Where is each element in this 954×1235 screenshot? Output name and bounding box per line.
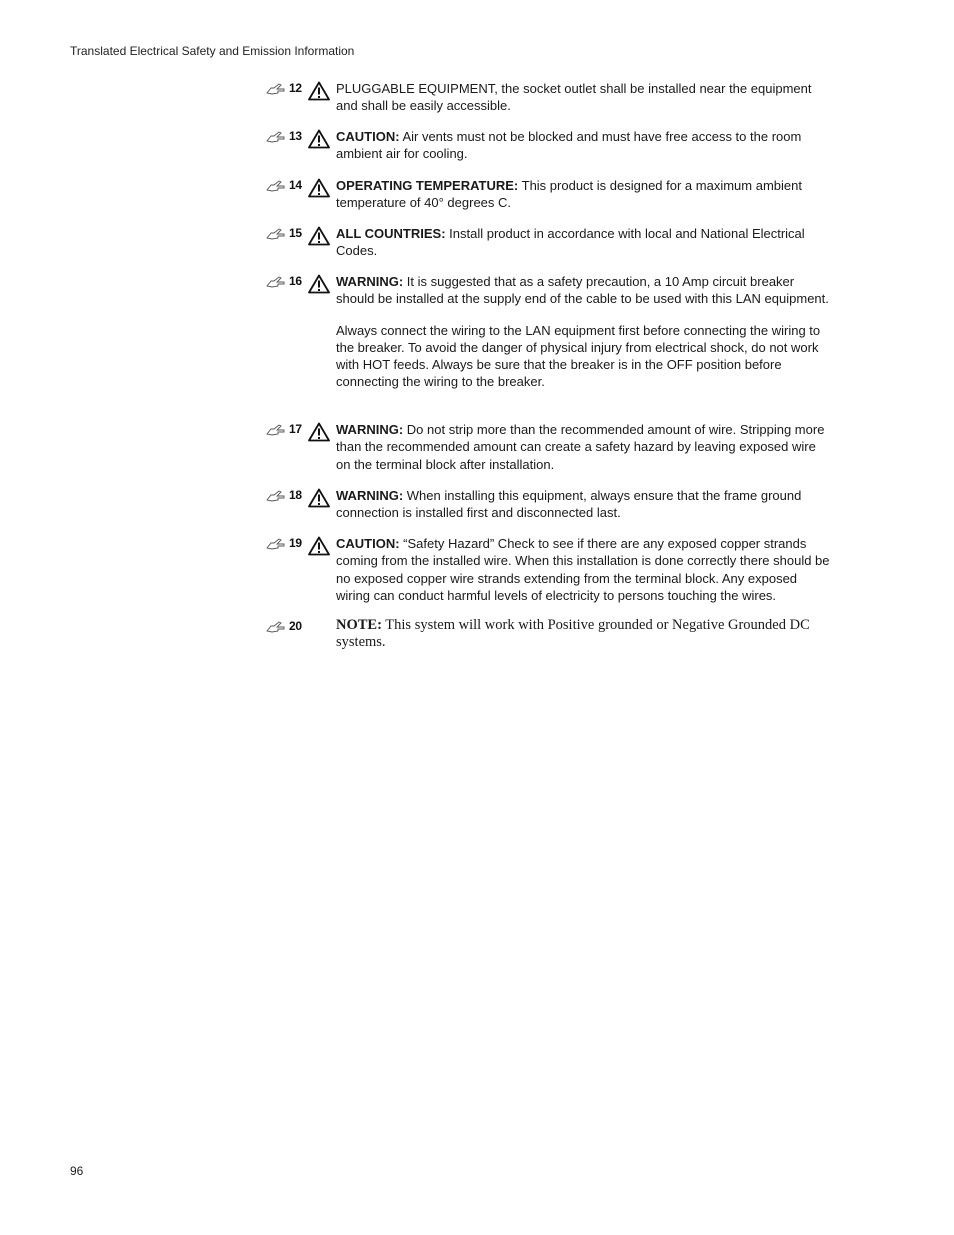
warning-triangle-icon xyxy=(308,422,330,442)
statement-number: 18 xyxy=(289,488,302,502)
statement-label: NOTE: xyxy=(336,617,382,633)
statement-body: It is suggested that as a safety precaution, a 10 Amp circuit breaker should be installed at the supply end of the cable to be used with this LAN equipment. xyxy=(336,274,829,307)
statement-number: 16 xyxy=(289,274,302,288)
statement-number: 14 xyxy=(289,178,302,192)
running-header: Translated Electrical Safety and Emission Information xyxy=(70,44,355,58)
statement-body: Install product in accordance with local and National Electrical Codes. xyxy=(336,226,805,259)
statement-label: WARNING: xyxy=(336,488,404,503)
statement-text xyxy=(336,617,830,652)
statement-body: Air vents must not be blocked and must have free access to the room ambient air for cooling. xyxy=(336,129,802,162)
statement-text xyxy=(336,421,830,473)
statement-label: OPERATING TEMPERATURE: xyxy=(336,178,519,193)
hand-pointer-icon xyxy=(266,130,286,144)
warning-triangle-icon xyxy=(308,178,330,198)
statement-text xyxy=(336,535,830,604)
warning-triangle-icon xyxy=(308,488,330,508)
hand-pointer-icon xyxy=(266,82,286,96)
hand-pointer-icon xyxy=(266,423,286,437)
statement-number: 17 xyxy=(289,422,302,436)
hand-pointer-icon xyxy=(266,275,286,289)
statement-text xyxy=(336,273,830,391)
statement-label: WARNING: xyxy=(336,274,404,289)
statement-number: 15 xyxy=(289,226,302,240)
statement-text xyxy=(336,487,830,522)
statement-body: Do not strip more than the recommended amount of wire. Stripping more than the recommended amount can create a safety hazard by leaving exposed wire on the terminal block after installation. xyxy=(336,422,825,472)
statement-text xyxy=(336,80,830,115)
warning-triangle-icon xyxy=(308,226,330,246)
statement-extra-paragraph: Always connect the wiring to the LAN equipment first before connecting the wiring to the breaker. To avoid the danger of physical injury from electrical shock, do not work with HOT feeds. Always be sure that the breaker is in the OFF position before connecting the wiring to the breaker. xyxy=(336,322,821,390)
statement-label: CAUTION: xyxy=(336,536,400,551)
statement-text xyxy=(336,177,830,212)
hand-pointer-icon xyxy=(266,489,286,503)
statement-label: CAUTION: xyxy=(336,129,400,144)
statement-body: This system will work with Positive grounded or Negative Grounded DC systems. xyxy=(336,617,810,651)
hand-pointer-icon xyxy=(266,537,286,551)
page-number: 96 xyxy=(70,1164,84,1178)
warning-triangle-icon xyxy=(308,81,330,101)
warning-triangle-icon xyxy=(308,536,330,556)
hand-pointer-icon xyxy=(266,179,286,193)
statement-body: When installing this equipment, always ensure that the frame ground connection is installed first and disconnected last. xyxy=(336,488,802,521)
statement-label: WARNING: xyxy=(336,422,404,437)
statement-body: “Safety Hazard” Check to see if there are any exposed copper strands coming from the installed wire. When this installation is done correctly there should be no exposed copper wire strands extending from the terminal block. Any exposed wiring can conduct harmful levels of electricity to persons touching the wires. xyxy=(336,536,830,603)
statement-number: 13 xyxy=(289,129,302,143)
statement-text xyxy=(336,128,830,163)
statement-number: 19 xyxy=(289,536,302,550)
statement-label: ALL COUNTRIES: xyxy=(336,226,446,241)
statement-number: 20 xyxy=(289,619,302,633)
statement-text xyxy=(336,225,830,260)
statement-number: 12 xyxy=(289,81,302,95)
warning-triangle-icon xyxy=(308,274,330,294)
warning-triangle-icon xyxy=(308,129,330,149)
hand-pointer-icon xyxy=(266,620,286,634)
hand-pointer-icon xyxy=(266,227,286,241)
statement-body: PLUGGABLE EQUIPMENT, the socket outlet shall be installed near the equipment and shall be easily accessible. xyxy=(336,81,812,114)
statement-body: This product is designed for a maximum ambient temperature of 40° degrees C. xyxy=(336,178,802,211)
